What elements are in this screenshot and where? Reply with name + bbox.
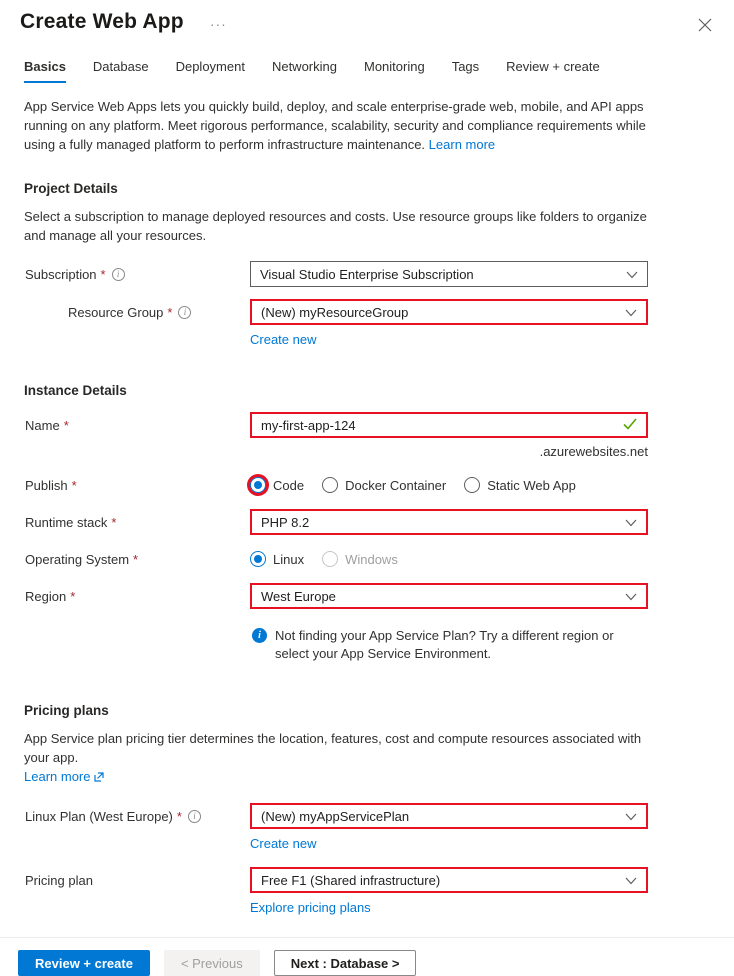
project-details-description: Select a subscription to manage deployed resources and costs. Use resource groups like folders to organize and manage all your resources. — [24, 209, 647, 243]
info-icon[interactable]: i — [178, 306, 191, 319]
external-link-icon — [94, 768, 104, 787]
runtime-stack-label: Runtime stack * — [25, 514, 117, 530]
radio-unselected-icon — [322, 477, 338, 493]
domain-suffix: .azurewebsites.net — [539, 444, 648, 459]
chevron-down-icon — [626, 267, 638, 282]
radio-windows[interactable]: Windows — [322, 551, 398, 567]
required-marker: * — [176, 808, 182, 824]
pricing-learn-more-link[interactable]: Learn more — [24, 769, 104, 784]
info-icon[interactable]: i — [112, 268, 125, 281]
chevron-down-icon — [625, 589, 637, 604]
tab-networking[interactable]: Networking — [271, 59, 337, 74]
project-details-heading: Project Details — [24, 181, 118, 196]
required-marker: * — [63, 417, 69, 433]
runtime-stack-dropdown[interactable] — [250, 509, 648, 535]
review-create-button[interactable]: Review + create — [18, 950, 150, 976]
tab-tags[interactable]: Tags — [451, 59, 480, 74]
explore-pricing-plans-link[interactable]: Explore pricing plans — [250, 900, 371, 915]
chevron-down-icon — [625, 515, 637, 530]
previous-button[interactable]: < Previous — [164, 950, 260, 976]
close-icon — [698, 20, 712, 35]
required-marker: * — [133, 551, 139, 567]
next-database-button[interactable]: Next : Database > — [274, 950, 417, 976]
linux-plan-label: Linux Plan (West Europe) * i — [25, 809, 250, 824]
runtime-stack-row — [25, 509, 734, 535]
pricing-plan-value: Free F1 (Shared infrastructure) — [261, 872, 441, 888]
region-row — [25, 583, 734, 609]
required-marker: * — [70, 588, 76, 604]
tab-basics[interactable]: Basics — [24, 59, 66, 83]
info-note-text: Not finding your App Service Plan? Try a different region or select your App Service Environment. — [275, 628, 614, 661]
valid-checkmark-icon — [623, 418, 637, 433]
pane-header — [0, 0, 734, 37]
required-marker: * — [100, 266, 106, 282]
os-radio-group — [250, 551, 406, 567]
tab-deployment[interactable]: Deployment — [175, 59, 245, 74]
region-info-note — [252, 627, 638, 663]
pricing-plan-row — [25, 867, 734, 893]
close-button[interactable] — [696, 16, 714, 37]
pricing-plans-description: App Service plan pricing tier determines the location, features, cost and compute resources associated with your app. Learn more — [24, 729, 652, 787]
name-field-wrap — [250, 412, 648, 438]
publish-radio-group — [250, 477, 584, 493]
radio-unselected-icon — [464, 477, 480, 493]
pricing-plans-heading: Pricing plans — [24, 703, 109, 718]
radio-disabled-icon — [322, 551, 338, 567]
publish-label: Publish * — [25, 477, 77, 493]
linux-plan-value: (New) myAppServicePlan — [261, 808, 410, 824]
radio-selected-icon — [250, 551, 266, 567]
info-filled-icon: i — [252, 628, 267, 643]
intro-paragraph — [24, 97, 652, 154]
linux-plan-dropdown[interactable] — [250, 803, 648, 829]
pricing-plan-label: Pricing plan — [25, 872, 93, 888]
operating-system-row — [25, 551, 734, 567]
intro-text: App Service Web Apps lets you quickly build, deploy, and scale enterprise-grade web, mobile, and API apps running on any platform. Meet rigorous performance, scalability, security and compliance requirements while using a fully managed platform to perform infrastructure maintenance. — [24, 99, 646, 152]
resource-group-create-new-link[interactable]: Create new — [250, 332, 317, 347]
radio-static-web-app[interactable]: Static Web App — [464, 477, 576, 493]
region-dropdown[interactable] — [250, 583, 648, 609]
linux-plan-create-new-link[interactable]: Create new — [250, 836, 317, 851]
required-marker: * — [167, 304, 173, 320]
page-title: Create Web App — [20, 10, 184, 33]
linux-plan-row — [25, 803, 734, 829]
subscription-row — [25, 261, 734, 287]
pricing-plan-dropdown[interactable] — [250, 867, 648, 893]
resource-group-value: (New) myResourceGroup — [261, 304, 409, 320]
chevron-down-icon — [625, 305, 637, 320]
footer-buttons — [0, 938, 734, 976]
subscription-value: Visual Studio Enterprise Subscription — [260, 266, 474, 282]
name-label: Name * — [25, 417, 69, 433]
region-value: West Europe — [261, 588, 336, 604]
required-marker: * — [71, 477, 77, 493]
radio-selected-icon — [250, 477, 266, 493]
wizard-tabs — [0, 59, 734, 83]
instance-details-heading: Instance Details — [24, 383, 127, 398]
name-input[interactable] — [261, 418, 623, 433]
operating-system-label: Operating System * — [25, 551, 139, 567]
name-row — [25, 412, 734, 438]
resource-group-label: Resource Group * i — [25, 305, 250, 320]
info-icon[interactable]: i — [188, 810, 201, 823]
radio-code[interactable]: Code — [250, 477, 304, 493]
resource-group-row — [25, 299, 734, 325]
chevron-down-icon — [625, 873, 637, 888]
tab-monitoring[interactable]: Monitoring — [363, 59, 425, 74]
subscription-label: Subscription * i — [25, 267, 250, 282]
radio-docker-container[interactable]: Docker Container — [322, 477, 446, 493]
publish-row — [25, 477, 734, 493]
intro-learn-more-link[interactable]: Learn more — [428, 137, 496, 152]
subscription-dropdown[interactable] — [250, 261, 648, 287]
chevron-down-icon — [625, 809, 637, 824]
tab-database[interactable]: Database — [92, 59, 149, 74]
runtime-stack-value: PHP 8.2 — [261, 514, 310, 530]
region-label: Region * — [25, 588, 76, 604]
tab-review-create[interactable]: Review + create — [506, 59, 600, 74]
more-menu-icon[interactable]: ··· — [209, 16, 227, 32]
required-marker: * — [111, 514, 117, 530]
resource-group-dropdown[interactable] — [250, 299, 648, 325]
radio-linux[interactable]: Linux — [250, 551, 304, 567]
